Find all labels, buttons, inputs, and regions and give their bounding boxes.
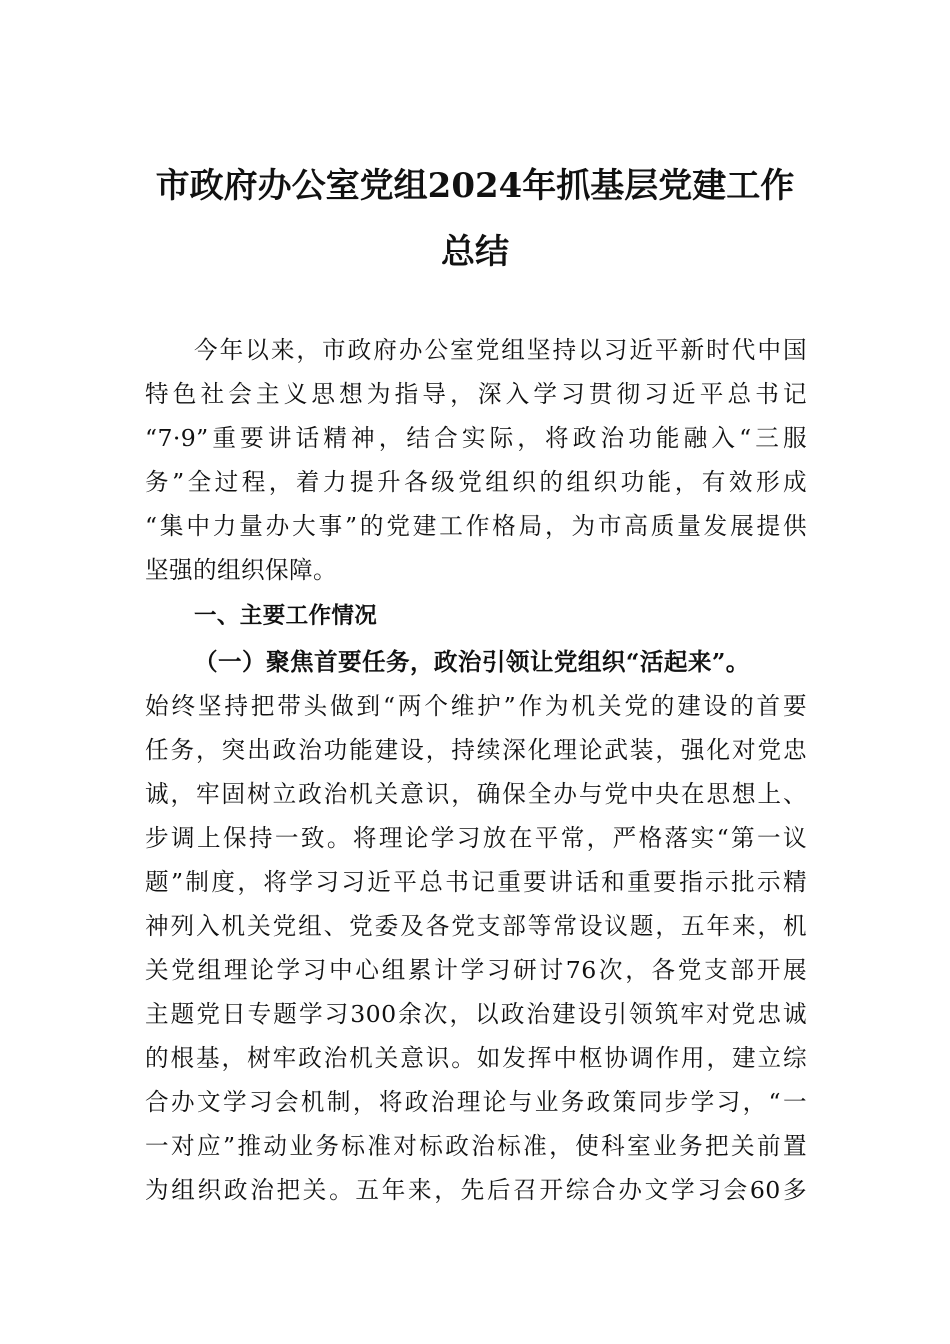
body-line-1: 始终坚持把带头做到“两个维护”作为机关党的建设的首要 xyxy=(145,692,807,720)
subsection-heading-1: （一）聚焦首要任务，政治引领让党组织“活起来”。 xyxy=(194,648,750,676)
intro-line-1: 今年以来，市政府办公室党组坚持以习近平新时代中国 xyxy=(194,336,807,364)
body-line-12: 为组织政治把关。五年来，先后召开综合办文学习会60多 xyxy=(145,1176,807,1204)
intro-line-2: 特色社会主义思想为指导，深入学习贯彻习近平总书记 xyxy=(145,380,807,408)
body-line-4: 步调上保持一致。将理论学习放在平常，严格落实“第一议 xyxy=(145,824,807,852)
body-line-8: 主题党日专题学习300余次，以政治建设引领筑牢对党忠诚 xyxy=(145,1000,807,1028)
body-line-3: 诚，牢固树立政治机关意识，确保全办与党中央在思想上、 xyxy=(145,780,807,808)
body-line-10: 合办文学习会机制，将政治理论与业务政策同步学习，“一 xyxy=(145,1088,807,1116)
document-title-line-2: 总结 xyxy=(441,232,509,272)
body-line-6: 神列入机关党组、党委及各党支部等常设议题，五年来，机 xyxy=(145,912,807,940)
body-line-11: 一对应”推动业务标准对标政治标准，使科室业务把关前置 xyxy=(145,1132,807,1160)
body-line-2: 任务，突出政治功能建设，持续深化理论武装，强化对党忠 xyxy=(145,736,807,764)
intro-line-6: 坚强的组织保障。 xyxy=(145,556,337,584)
body-line-7: 关党组理论学习中心组累计学习研讨76次，各党支部开展 xyxy=(145,956,807,984)
section-heading-main-work: 一、主要工作情况 xyxy=(194,603,378,629)
intro-line-3: “7·9”重要讲话精神，结合实际，将政治功能融入“三服 xyxy=(145,424,807,452)
body-line-9: 的根基，树牢政治机关意识。如发挥中枢协调作用，建立综 xyxy=(145,1044,807,1072)
intro-line-4: 务”全过程，着力提升各级党组织的组织功能，有效形成 xyxy=(145,468,807,496)
intro-line-5: “集中力量办大事”的党建工作格局，为市高质量发展提供 xyxy=(145,512,807,540)
body-line-5: 题”制度，将学习习近平总书记重要讲话和重要指示批示精 xyxy=(145,868,807,896)
document-title-line-1: 市政府办公室党组2024年抓基层党建工作 xyxy=(155,166,795,206)
